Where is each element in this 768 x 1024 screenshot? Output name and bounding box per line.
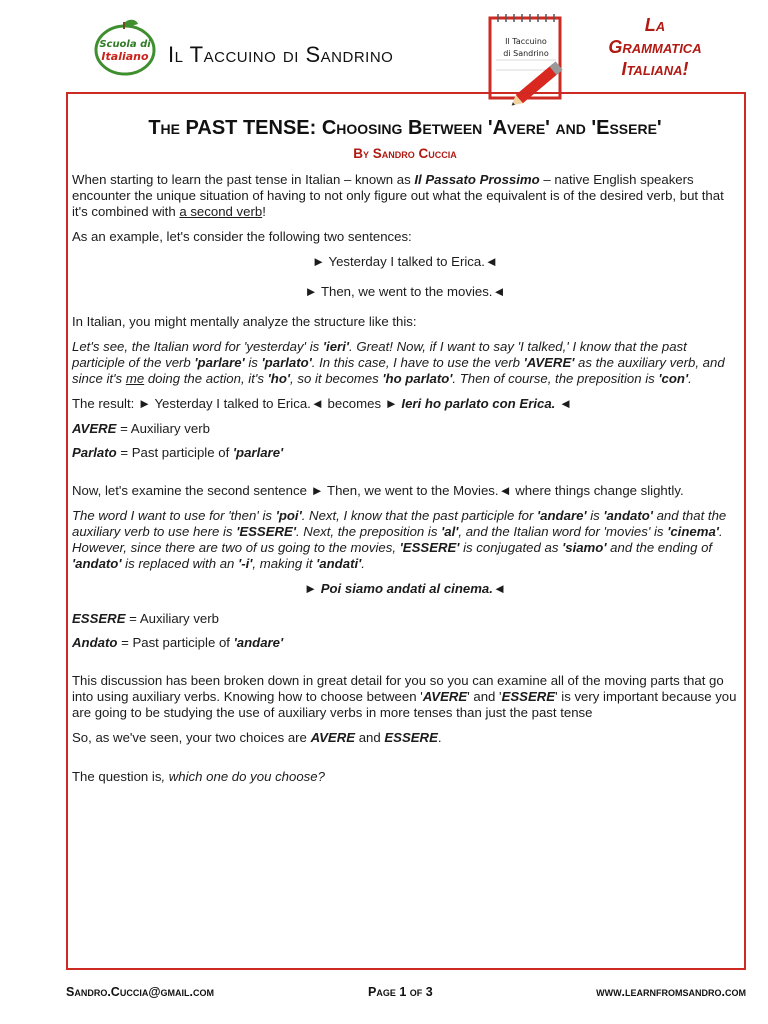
series-title-line: La xyxy=(644,15,666,35)
bold-term: 'andare' xyxy=(537,508,587,523)
frame-left-border xyxy=(66,92,68,970)
svg-text:di Sandrino: di Sandrino xyxy=(503,49,549,58)
text-run: The result: ► Yesterday I talked to Erica.◄ becomes ► xyxy=(72,396,398,411)
footer-email-link[interactable]: Sandro.Cuccia@gmail.com xyxy=(66,985,214,999)
result-line-2 xyxy=(72,581,738,597)
bold-term: ESSERE xyxy=(501,689,556,704)
definition-avere xyxy=(72,421,738,437)
analysis-paragraph-2 xyxy=(72,508,738,572)
analyze-intro: In Italian, you might mentally analyze the structure like this: xyxy=(72,314,417,329)
definition-term: ESSERE xyxy=(72,611,126,626)
text-run: The word I want to use for 'then' is xyxy=(72,508,276,523)
bold-term: 'ESSERE' xyxy=(236,524,296,539)
frame-right-border xyxy=(744,92,746,970)
frame-bottom-border xyxy=(66,968,746,970)
text-run: ! xyxy=(262,204,266,219)
series-title-line: Grammatica xyxy=(608,37,702,57)
text-run: , making it xyxy=(252,556,317,571)
text-run: and the ending of xyxy=(606,540,713,555)
passato-prossimo-term: Il Passato Prossimo xyxy=(414,172,540,187)
text-run: is conjugated as xyxy=(459,540,563,555)
text-run: is xyxy=(244,355,262,370)
bold-term: 'andato' xyxy=(603,508,653,523)
definition-word: 'andare' xyxy=(233,635,284,650)
bold-term: 'con' xyxy=(658,371,689,386)
italian-sentence-2: Poi siamo andati al cinema. xyxy=(320,581,493,596)
bold-term: 'AVERE' xyxy=(523,355,575,370)
text-run: is xyxy=(586,508,604,523)
bold-term: 'ESSERE' xyxy=(399,540,460,555)
bold-term: '-i' xyxy=(238,556,253,571)
definition-text: = Auxiliary verb xyxy=(125,611,219,626)
text-run: is replaced with an xyxy=(121,556,239,571)
text-run: as the auxiliary verb, and since it's xyxy=(72,355,725,386)
text-run: . However, since there are two of us going to the movies, xyxy=(72,524,723,555)
bold-term: ESSERE xyxy=(384,730,438,745)
bold-term: 'parlare' xyxy=(194,355,245,370)
text-run: So, as we've seen, your two choices are xyxy=(72,730,311,745)
text-run: , and the Italian word for 'movies' is xyxy=(458,524,668,539)
text-run: . Great! Now, if I want to say 'I talked,' I know that the past participle of the verb xyxy=(72,339,687,370)
second-verb-underlined: a second verb xyxy=(179,204,263,219)
bold-term: 'ieri' xyxy=(322,339,349,354)
text-run: This discussion has been broken down in great detail for you so you can examine all of the moving parts that go into using auxiliary verbs. Knowing how to choose between ' xyxy=(72,673,724,704)
text-run: When starting to learn the past tense in Italian – known as xyxy=(72,172,415,187)
example-sentence-2: ► Then, we went to the movies.◄ xyxy=(304,284,506,299)
text-run: Let's see, the Italian word for 'yesterday' is xyxy=(72,339,323,354)
bold-term: 'andato' xyxy=(72,556,122,571)
example-sentence-1: ► Yesterday I talked to Erica.◄ xyxy=(312,254,498,269)
bold-term: 'poi' xyxy=(275,508,302,523)
text-run: . In this case, I have to use the verb xyxy=(311,355,524,370)
text-run: and xyxy=(355,730,385,745)
notepad-pencil-icon xyxy=(486,12,576,110)
article-byline: By Sandro Cuccia xyxy=(353,146,457,161)
text-run: ◄ xyxy=(555,396,573,411)
bold-term: AVERE xyxy=(422,689,468,704)
text-run: – native English speakers encounter the unique situation of having to not only figure out what the equivalent is of the desired verb, but that it's combined with xyxy=(72,172,724,219)
italian-sentence-1: Ieri ho parlato con Erica. xyxy=(397,396,556,411)
text-run: . Then of course, the preposition is xyxy=(452,371,659,386)
bold-term: 'parlato' xyxy=(261,355,312,370)
text-run: ► xyxy=(303,581,321,596)
definition-term: AVERE xyxy=(72,421,117,436)
bold-term: 'cinema' xyxy=(667,524,719,539)
question-line xyxy=(72,769,738,785)
text-run: and that the auxiliary verb to use here is xyxy=(72,508,727,539)
definition-andato xyxy=(72,635,738,651)
bold-term: 'ho parlato' xyxy=(382,371,453,386)
text-run: ' and ' xyxy=(467,689,502,704)
result-line-1 xyxy=(72,396,738,412)
text-run: . xyxy=(361,556,365,571)
scuola-di-italiano-logo xyxy=(92,16,158,76)
bold-term: 'ho' xyxy=(267,371,291,386)
text-run: . Next, the preposition is xyxy=(295,524,442,539)
discussion-paragraph xyxy=(72,673,738,721)
text-run: . xyxy=(688,371,692,386)
footer-website-link[interactable]: www.learnfromsandro.com xyxy=(596,985,746,999)
definition-term: Parlato xyxy=(72,445,117,460)
site-title: Il Taccuino di Sandrino xyxy=(168,42,394,67)
article-title: The PAST TENSE: Choosing Between 'Avere' and 'Essere' xyxy=(148,117,662,139)
second-sentence-intro: Now, let's examine the second sentence ► Then, we went to the Movies.◄ where things change slightly. xyxy=(72,483,684,498)
example-intro: As an example, let's consider the following two sentences: xyxy=(72,229,412,244)
bold-term: 'al' xyxy=(441,524,459,539)
bold-term: 'siamo' xyxy=(562,540,607,555)
spacer xyxy=(72,469,738,483)
text-run: . Next, I know that the past participle for xyxy=(301,508,538,523)
bold-term: AVERE xyxy=(310,730,356,745)
spacer xyxy=(72,659,738,673)
definition-parlato xyxy=(72,445,738,461)
series-title-line: Italiana! xyxy=(621,59,689,79)
definition-text: = Auxiliary verb xyxy=(116,421,210,436)
definition-essere xyxy=(72,611,738,627)
svg-text:Italiano: Italiano xyxy=(101,50,149,63)
text-run: ◄ xyxy=(492,581,506,596)
text-run: ' is very important because you are going to be studying the use of auxiliary verbs in more tenses than just the past tense xyxy=(72,689,737,720)
analysis-paragraph-1 xyxy=(72,339,738,387)
text-run: The question is xyxy=(72,769,162,784)
text-run: doing the action, it's xyxy=(144,371,268,386)
italic-question: , which one do you choose? xyxy=(161,769,325,784)
article-body xyxy=(72,117,738,794)
choices-line xyxy=(72,730,738,746)
text-run: , so it becomes xyxy=(290,371,383,386)
underlined-term: me xyxy=(125,371,145,386)
spacer xyxy=(72,755,738,769)
frame-top-border xyxy=(66,92,746,94)
series-title xyxy=(590,14,720,80)
svg-text:Il Taccuino: Il Taccuino xyxy=(505,37,547,46)
definition-text: = Past participle of xyxy=(117,635,234,650)
text-run: . xyxy=(437,730,442,745)
intro-paragraph xyxy=(72,172,738,220)
definition-term: Andato xyxy=(72,635,118,650)
definition-word: 'parlare' xyxy=(232,445,284,460)
bold-term: 'andati' xyxy=(316,556,362,571)
definition-text: = Past participle of xyxy=(116,445,233,460)
footer-page-number: Page 1 of 3 xyxy=(368,985,433,999)
svg-text:Scuola di: Scuola di xyxy=(99,39,151,50)
